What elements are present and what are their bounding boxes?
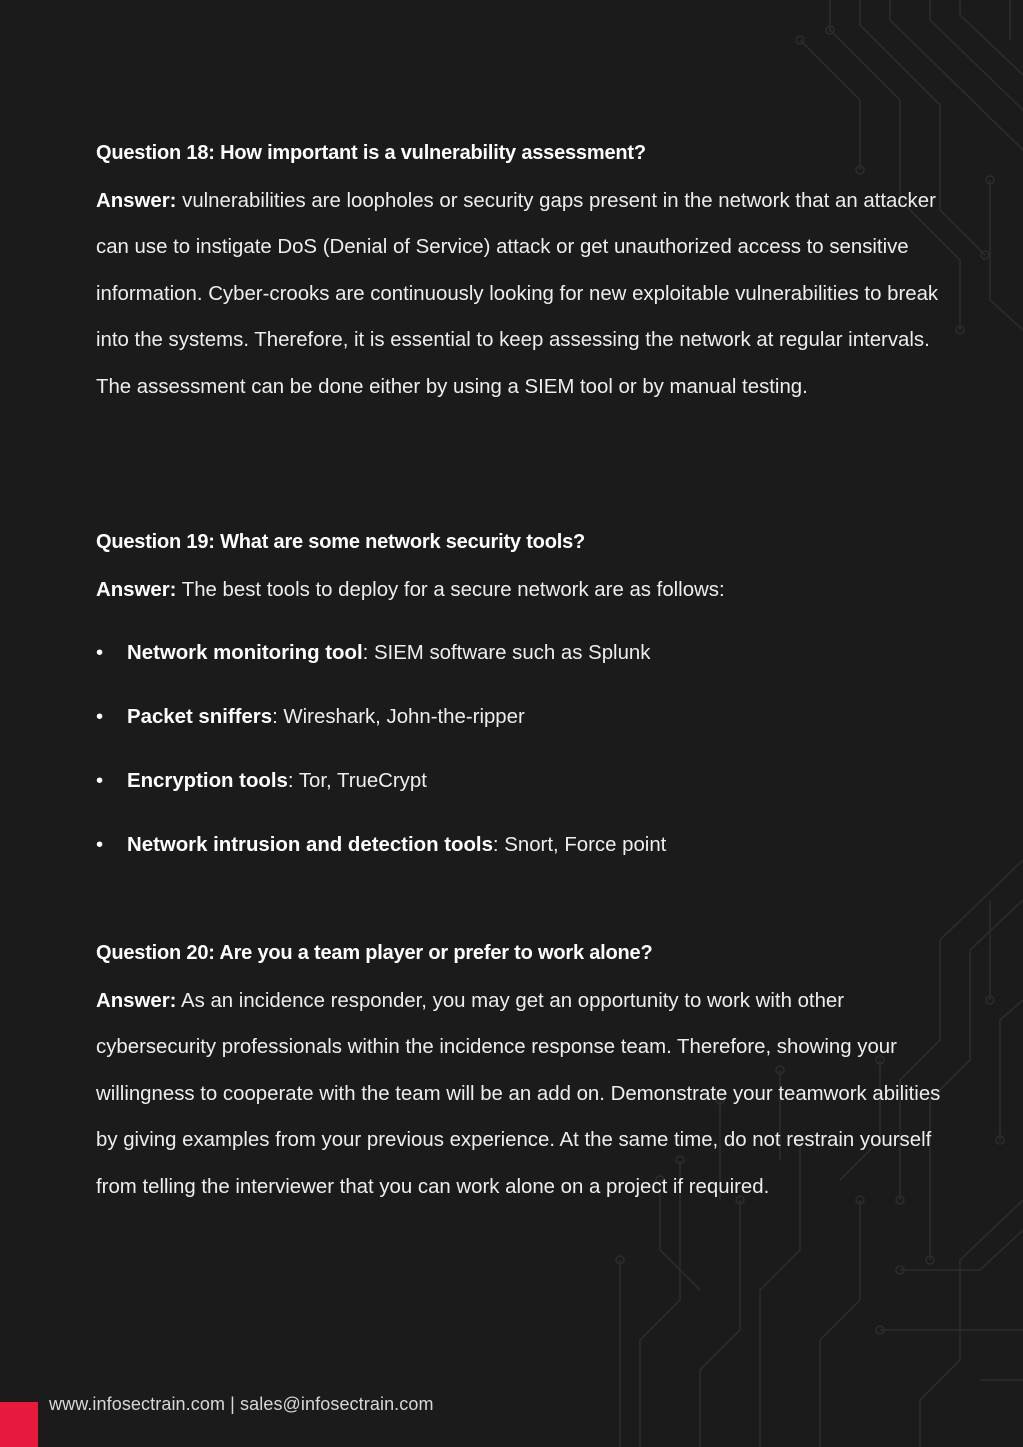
list-item [96, 758, 666, 822]
question-20-answer [96, 978, 956, 1210]
answer-label: Answer: [96, 990, 177, 1012]
tool-detail: : Wireshark, John-the-ripper [272, 706, 525, 728]
list-item [96, 630, 666, 694]
answer-text: As an incidence responder, you may get an opportunity to work with other cybersecurity professionals within the incidence response team. Therefore, showing your willingness to cooperate with the team will be an add on. Demonstrate your teamwork abilities by giving examples from your previous experience. At the same time, do not restrain yourself from telling the interviewer that you can work alone on a project if required. [96, 990, 941, 1198]
question-19-answer [96, 567, 956, 613]
answer-text: The best tools to deploy for a secure network are as follows: [176, 579, 725, 601]
bullet-icon: • [96, 642, 104, 664]
footer-contact[interactable]: www.infosectrain.com | sales@infosectrain.com [49, 1394, 434, 1414]
question-18-title: Question 18: How important is a vulnerability assessment? [96, 142, 646, 164]
tool-name: Encryption tools [127, 770, 288, 792]
answer-label: Answer: [96, 190, 177, 212]
page-footer [0, 1392, 600, 1447]
question-18-answer [96, 178, 956, 410]
security-tools-list [96, 630, 666, 886]
tool-detail: : SIEM software such as Splunk [362, 642, 651, 664]
tool-name: Network monitoring tool [127, 642, 363, 664]
list-item [96, 822, 666, 886]
brand-accent-block [0, 1402, 38, 1447]
question-20-title: Question 20: Are you a team player or prefer to work alone? [96, 942, 653, 964]
bullet-icon: • [96, 770, 104, 792]
tool-name: Network intrusion and detection tools [127, 834, 493, 856]
question-19-title: Question 19: What are some network security tools? [96, 531, 586, 553]
tool-detail: : Snort, Force point [492, 834, 667, 856]
bullet-icon: • [96, 706, 104, 728]
answer-label: Answer: [96, 579, 177, 601]
list-item [96, 694, 666, 758]
answer-text: vulnerabilities are loopholes or security gaps present in the network that an attacker can use to instigate DoS (Denial of Service) attack or get unauthorized access to sensitive information. Cyber-crooks are continuously looking for new exploitable vulnerabilities to break into the systems. Therefore, it is essential to keep assessing the network at regular intervals. The assessment can be done either by using a SIEM tool or by manual testing. [96, 190, 939, 398]
tool-name: Packet sniffers [127, 706, 273, 728]
bullet-icon: • [96, 834, 104, 856]
tool-detail: : Tor, TrueCrypt [287, 770, 427, 792]
